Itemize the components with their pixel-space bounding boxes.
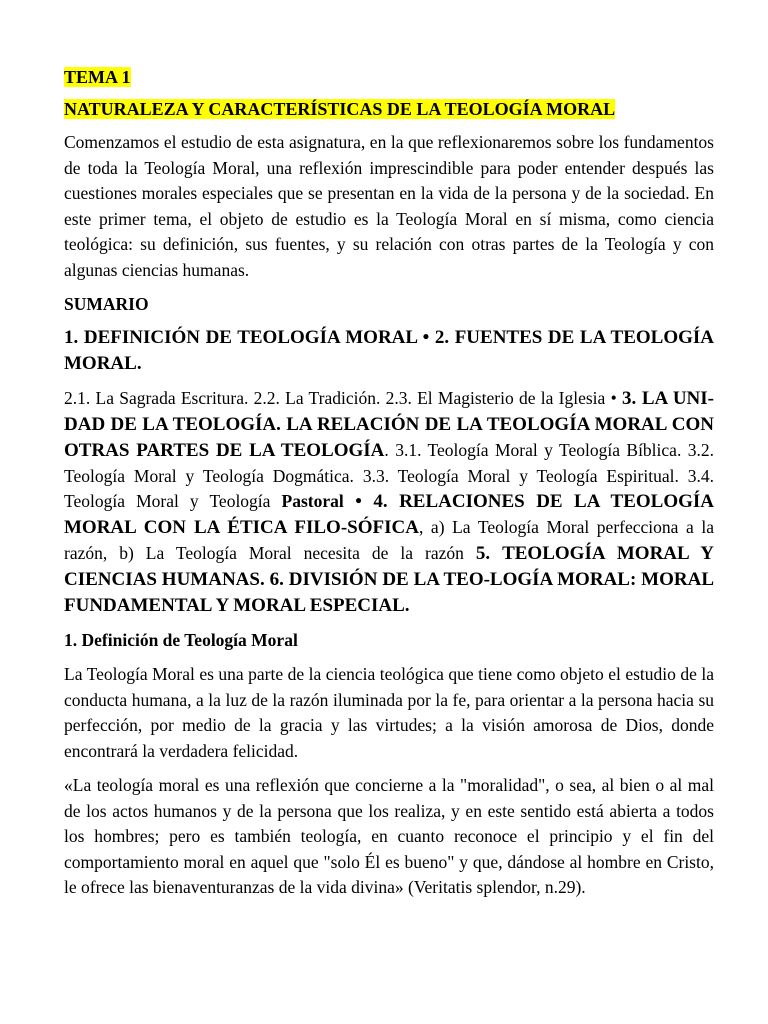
sumario-line-1: 1. DEFINICIÓN DE TEOLOGÍA MORAL • 2. FUENTES DE LA TEOLOGÍA MORAL. bbox=[64, 327, 714, 374]
sumario-seg-6: , a) La Teología Moral perfecciona a la razón, b) La Teología Moral necesita de la razón bbox=[64, 517, 715, 563]
tema-heading: TEMA 1 bbox=[64, 67, 131, 87]
section-1-paragraph-2: «La teología moral es una reflexión que concierne a la "moralidad", o sea, al bien o al mal de los actos humanos y de la persona que los realiza, y en este sentido está abierta a todos los hombres; pero es también teología, en cuanto reconoce el principio y el fin del comportamiento moral en aquel que "solo Él es bueno" y que, dándose al hombre en Cristo, le ofrece las bienaventuranzas de la vida divina» (Veritatis splendor, n.29). bbox=[64, 775, 714, 897]
sumario-seg-4: Pastoral bbox=[281, 491, 344, 511]
tema-title: NATURALEZA Y CARACTERÍSTICAS DE LA TEOLOGÍA MORAL bbox=[64, 99, 616, 119]
section-1-paragraph-1: La Teología Moral es una parte de la ciencia teológica que tiene como objeto el estudio de la conducta humana, a la luz de la razón iluminada por la fe, para orientar a la persona hacia su perfección, por medio de la gracia y las virtudes; a la visión amorosa de Dios, donde encontrará la verdadera felicidad. bbox=[64, 664, 714, 761]
sumario-seg-7: 5. TEOLOGÍA MORAL Y CIENCIAS HUMANAS. 6. DIVISIÓN DE LA TEO-LOGÍA MORAL: MORAL FUNDAMENTAL Y MORAL ESPECIAL. bbox=[64, 543, 714, 616]
sumario-heading: SUMARIO bbox=[64, 294, 149, 314]
sumario-seg-1: 2.1. La Sagrada Escritura. 2.2. La Tradición. 2.3. El Magisterio de la Iglesia • bbox=[64, 388, 622, 408]
sumario-body bbox=[64, 386, 714, 619]
section-1-heading: 1. Definición de Teología Moral bbox=[64, 630, 298, 650]
intro-paragraph: Comenzamos el estudio de esta asignatura, en la que reflexionaremos sobre los fundamentos de toda la Teología Moral, una reflexión imprescindible para poder entender después las cuestiones morales especiales que se presentan en la vida de la persona y de la sociedad. En este primer tema, el objeto de estudio es la Teología Moral en sí misma, como ciencia teológica: su definición, sus fuentes, y su relación con otras partes de la Teología y con algunas ciencias humanas. bbox=[64, 132, 714, 280]
sumario-seg-2: 3. LA UNI-DAD DE LA TEOLOGÍA. LA RELACIÓN DE LA TEOLOGÍA MORAL CON OTRAS PARTES DE LA TEOLOGÍA bbox=[64, 388, 714, 461]
sumario-seg-3: . 3.1. Teología Moral y Teología Bíblica. 3.2. Teología Moral y Teología Dogmática. 3.3. Teología Moral y Teología Espiritual. 3.4. Teología Moral y Teología bbox=[64, 440, 714, 511]
sumario-seg-5: • 4. RELACIONES DE LA TEOLOGÍA MORAL CON LA ÉTICA FILO-SÓFICA bbox=[64, 491, 714, 538]
